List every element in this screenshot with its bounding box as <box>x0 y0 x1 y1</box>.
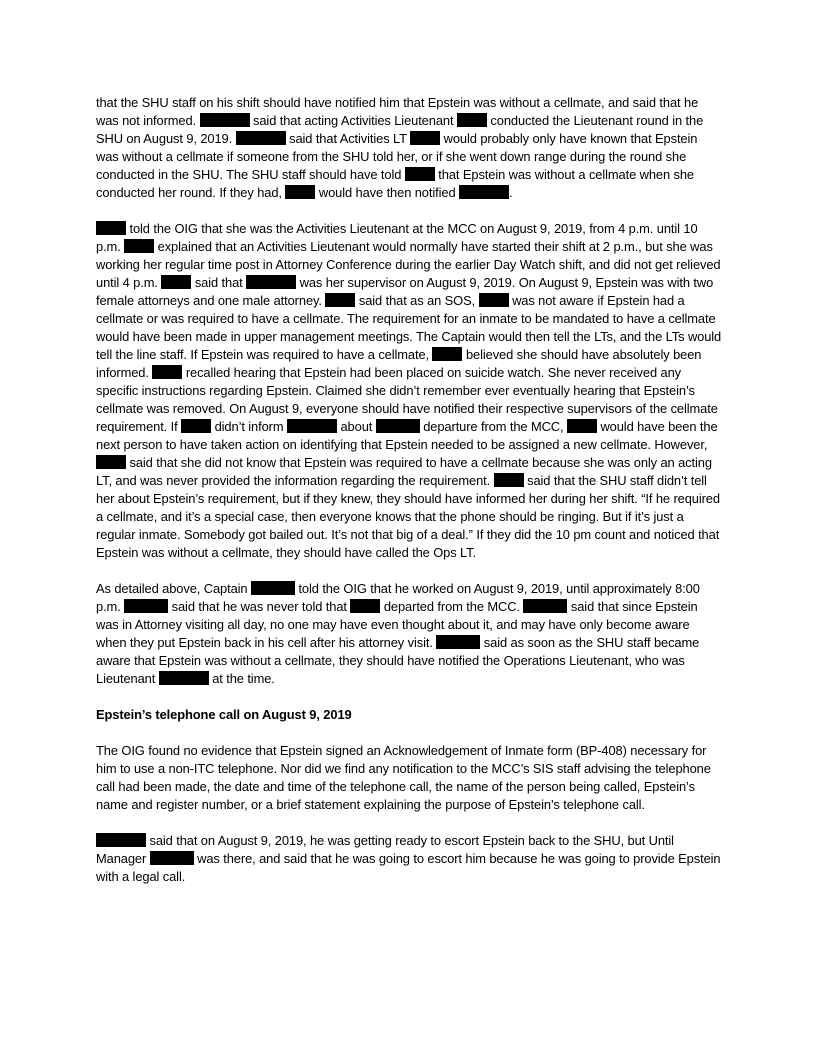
text-segment: said that the SHU staff didn’t tell her about Epstein’s requirement, but if they knew, they should have informed her during her shift. “If he required a cellmate, and it’s a special case, then everyone knows that the phone should be ringing. But if it’s just a regular inmate. Somebody got bailed out. It’s not that big of a deal.” If they did the 10 pm count and noticed that Epstein was without a cellmate, they should have called the Ops LT. <box>96 473 720 560</box>
text-segment: would have then notified <box>318 185 456 200</box>
redaction-box <box>251 581 295 595</box>
redaction-box <box>567 419 597 433</box>
text-segment: As detailed above, Captain <box>96 581 248 596</box>
redaction-box <box>285 185 315 199</box>
redaction-box <box>200 113 250 127</box>
text-segment: The OIG found no evidence that Epstein signed an Acknowledgement of Inmate form (BP-408) necessary for him to use a non-ITC telephone. Nor did we find any notification to the MCC’s SIS staff advising the telephone call had been made, the date and time of the telephone call, the name of the person being called, Epstein’s name and register number, or a brief statement explaining the purpose of Epstein’s telephone call. <box>96 743 711 812</box>
paragraph-shu-staff <box>96 94 722 202</box>
redaction-box <box>236 131 286 145</box>
paragraph-escort <box>96 832 722 886</box>
redaction-box <box>459 185 509 199</box>
text-segment: was her supervisor on August 9, 2019. On August 9, Epstein was with two female attorneys and one male attorney. <box>96 275 714 308</box>
document-page <box>96 94 722 904</box>
redaction-box <box>159 671 209 685</box>
text-segment: . <box>509 185 513 200</box>
text-segment: conducted the Lieutenant round in the SHU on August 9, 2019. <box>96 113 704 146</box>
redaction-box <box>96 455 126 469</box>
text-segment: said that <box>194 275 243 290</box>
text-segment: departure from the MCC, <box>423 419 564 434</box>
redaction-box <box>432 347 462 361</box>
redaction-box <box>325 293 355 307</box>
redaction-box <box>523 599 567 613</box>
text-segment: would probably only have known that Epstein was without a cellmate if someone from the SHU told her, or if she went down range during the round she conducted in the SHU. The SHU staff should have told <box>96 131 698 182</box>
paragraph-oig-finding <box>96 742 722 814</box>
text-segment: was there, and said that he was going to escort him because he was going to provide Epstein with a legal call. <box>96 851 721 884</box>
redaction-box <box>287 419 337 433</box>
text-segment: said that she did not know that Epstein was required to have a cellmate because she was only an acting LT, and was never provided the information regarding the requirement. <box>96 455 712 488</box>
redaction-box <box>436 635 480 649</box>
text-segment: about <box>340 419 373 434</box>
redaction-box <box>181 419 211 433</box>
text-segment: that Epstein was without a cellmate when she conducted her round. If they had, <box>96 167 695 200</box>
section-heading: Epstein’s telephone call on August 9, 2019 <box>96 707 352 722</box>
redaction-box <box>152 365 182 379</box>
redaction-box <box>457 113 487 127</box>
redaction-box <box>376 419 420 433</box>
text-segment: said that acting Activities Lieutenant <box>253 113 454 128</box>
redaction-box <box>150 851 194 865</box>
text-segment: recalled hearing that Epstein had been placed on suicide watch. She never received any specific instructions regarding Epstein. Claimed she didn’t remember ever eventually hearing that Epstein’s cellmate was removed. On August 9, everyone should have notified their respective supervisors of the cellmate requirement. If <box>96 365 718 434</box>
text-segment: was not aware if Epstein had a cellmate or was required to have a cellmate. The requirement for an inmate to be mandated to have a cellmate would have been made in upper management meetings. The Captain would then tell the LTs, and the LTs would tell the line staff. If Epstein was required to have a cellmate, <box>96 293 722 362</box>
text-segment: departed from the MCC. <box>383 599 520 614</box>
redaction-box <box>124 599 168 613</box>
redaction-box <box>479 293 509 307</box>
redaction-box <box>494 473 524 487</box>
text-segment: explained that an Activities Lieutenant would normally have started their shift at 2 p.m., but she was working her regular time post in Attorney Conference during the earlier Day Watch shift, and did not get relieved until 4 p.m. <box>96 239 721 290</box>
text-segment: told the OIG that she was the Activities Lieutenant at the MCC on August 9, 2019, from 4 p.m. until 10 p.m. <box>96 221 698 254</box>
paragraph-activities-lieutenant <box>96 220 722 562</box>
text-segment: believed she should have absolutely been informed. <box>96 347 702 380</box>
redaction-box <box>161 275 191 289</box>
redaction-box <box>410 131 440 145</box>
text-segment: said as soon as the SHU staff became aware that Epstein was without a cellmate, they should have notified the Operations Lieutenant, who was Lieutenant <box>96 635 700 686</box>
redaction-box <box>350 599 380 613</box>
redaction-box <box>96 221 126 235</box>
text-segment: said that on August 9, 2019, he was getting ready to escort Epstein back to the SHU, but Until Manager <box>96 833 674 866</box>
text-segment: that the SHU staff on his shift should have notified him that Epstein was without a cellmate, and said that he was not informed. <box>96 95 699 128</box>
redaction-box <box>246 275 296 289</box>
redaction-box <box>124 239 154 253</box>
redaction-box <box>96 833 146 847</box>
text-segment: would have been the next person to have taken action on identifying that Epstein needed to be assigned a new cellmate. However, <box>96 419 718 452</box>
paragraph-captain <box>96 580 722 688</box>
text-segment: said that since Epstein was in Attorney visiting all day, no one may have even thought about it, and may have only become aware when they put Epstein back in his cell after his attorney visit. <box>96 599 698 650</box>
text-segment: said that he was never told that <box>171 599 347 614</box>
redaction-box <box>405 167 435 181</box>
text-segment: said that Activities LT <box>289 131 407 146</box>
text-segment: at the time. <box>212 671 275 686</box>
text-segment: told the OIG that he worked on August 9, 2019, until approximately 8:00 p.m. <box>96 581 700 614</box>
text-segment: said that as an SOS, <box>358 293 476 308</box>
text-segment: didn’t inform <box>214 419 284 434</box>
